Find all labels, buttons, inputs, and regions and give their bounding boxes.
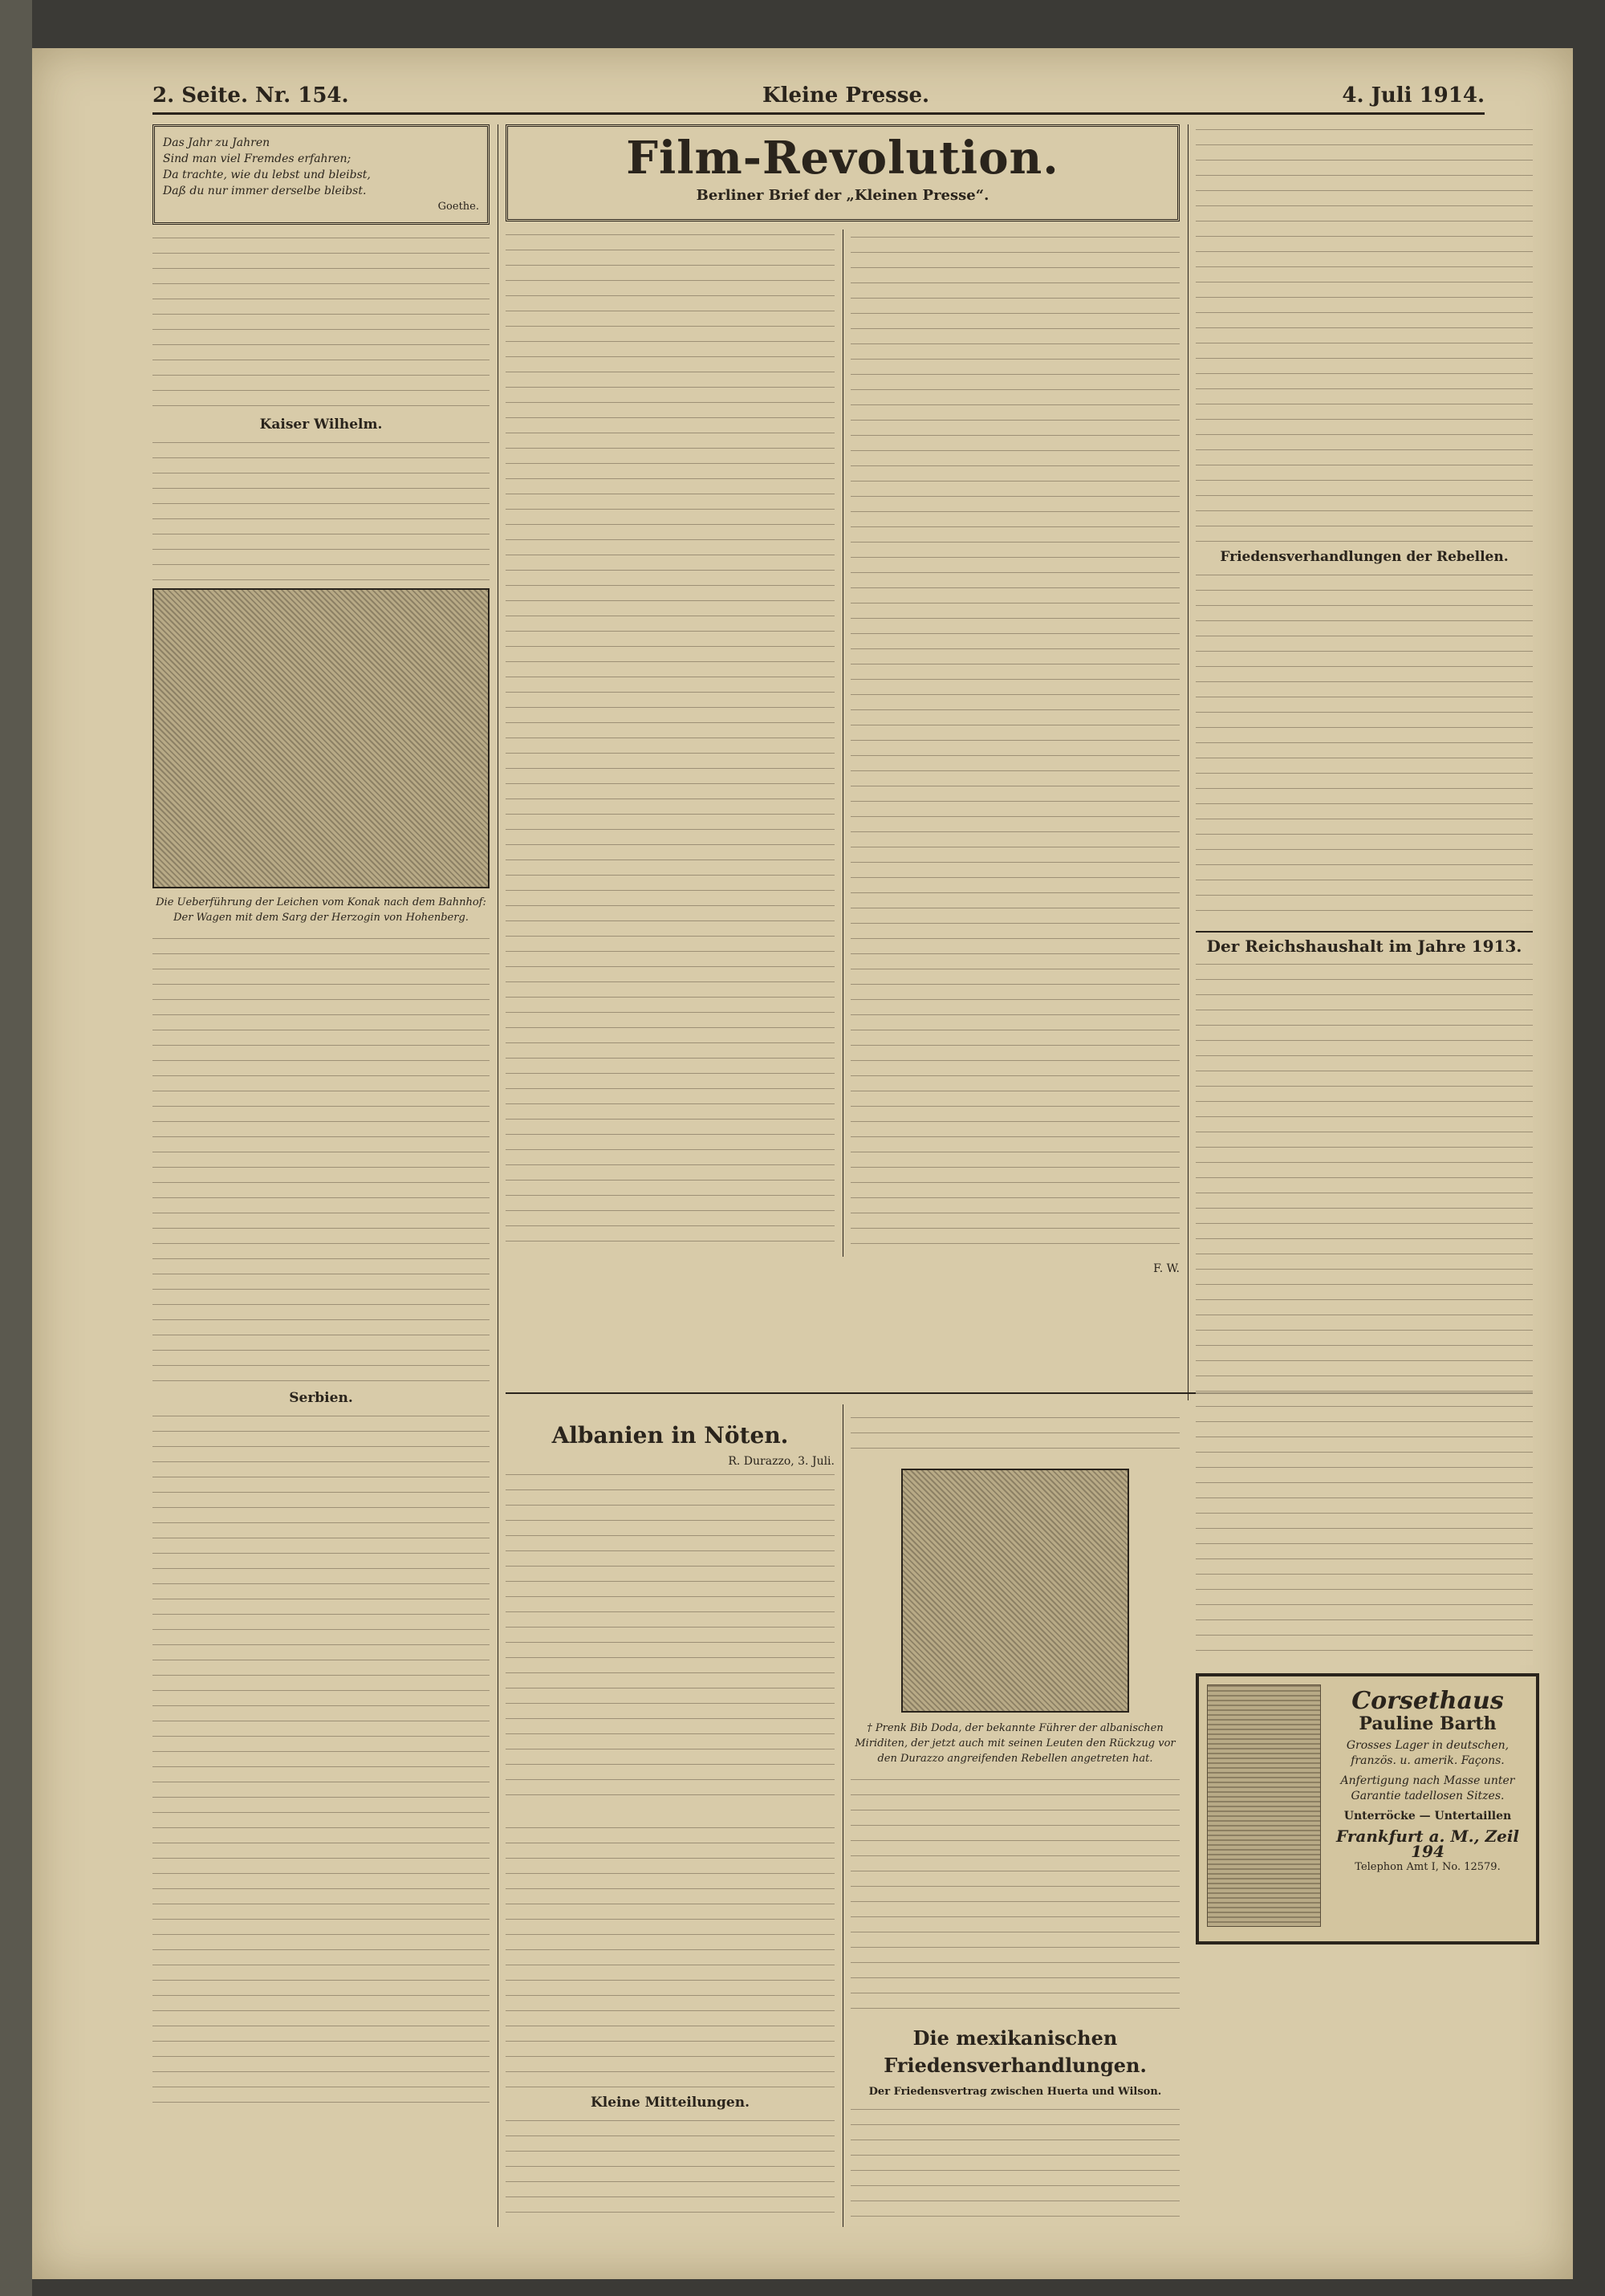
text-block — [152, 233, 490, 409]
ad-line: Grosses Lager in deutschen, französ. u. amerik. Façons. — [1346, 1739, 1510, 1767]
illustration-caption: Die Ueberführung der Leichen vom Konak nach dem Bahnhof: Der Wagen mit dem Sarg der Herzogin von Hohenberg. — [156, 896, 486, 924]
poem-line: Da trachte, wie du lebst und bleibst, — [163, 169, 371, 181]
portrait-caption: † Prenk Bib Doda, der bekannte Führer der albanischen Miriditen, der jetzt auch mit seinen Leuten den Rückzug vor den Durazzo angreifenden Rebellen angetreten hat. — [855, 1722, 1176, 1765]
text-block — [851, 1774, 1180, 2015]
page-number: 2. Seite. Nr. 154. — [152, 83, 349, 108]
text-block — [506, 1823, 835, 2087]
poem-author: Goethe. — [437, 201, 479, 213]
page-header — [152, 80, 1485, 115]
text-block — [152, 1411, 490, 2117]
portrait-illustration — [901, 1469, 1129, 1713]
issue-date: 4. Juli 1914. — [1342, 83, 1485, 108]
newspaper-page — [32, 48, 1573, 2279]
albanien-continued — [851, 1412, 1180, 2223]
page-edge — [0, 0, 32, 2296]
section-heading: Der Reichshaushalt im Jahre 1913. — [1196, 931, 1533, 954]
section-heading: Serbien. — [289, 1390, 353, 1406]
film-article — [506, 124, 1180, 1400]
text-block — [1196, 959, 1533, 1665]
text-block — [851, 1412, 1180, 1461]
misc-heading: Kleine Mitteilungen. — [590, 2095, 750, 2111]
ad-line: Unterröcke — Untertaillen — [1343, 1810, 1512, 1823]
albanien-title: Albanien in Nöten. — [551, 1422, 789, 1449]
text-block — [851, 2104, 1180, 2217]
column-4 — [1196, 124, 1533, 1665]
text-block — [506, 230, 1180, 1249]
section-heading: Friedensverhandlungen der Rebellen. — [1220, 549, 1509, 565]
text-block — [1196, 570, 1533, 923]
ad-text — [1327, 1686, 1528, 1875]
film-body — [506, 230, 1180, 1257]
ad-city: Frankfurt a. M., Zeil 194 — [1335, 1827, 1520, 1861]
paper-title: Kleine Presse. — [762, 83, 930, 108]
funeral-illustration — [152, 588, 490, 888]
film-title: Film-Revolution. — [626, 132, 1059, 185]
poem-line: Daß du nur immer derselbe bleibst. — [163, 185, 367, 197]
text-block — [1196, 124, 1533, 542]
ad-phone: Telephon Amt I, No. 12579. — [1355, 1861, 1501, 1873]
corset-advertisement — [1196, 1673, 1539, 1944]
film-title-box — [506, 124, 1180, 221]
film-signature: F. W. — [1153, 1262, 1180, 1275]
film-subtitle: Berliner Brief der „Kleinen Presse“. — [696, 187, 989, 204]
text-block — [152, 437, 490, 582]
albanien-article — [506, 1412, 835, 2223]
mexiko-subtitle: Der Friedensvertrag zwischen Huerta und Wilson. — [868, 2086, 1162, 2098]
section-heading: Kaiser Wilhelm. — [259, 417, 383, 433]
text-block — [506, 1469, 835, 1806]
column-rule — [1188, 124, 1189, 1400]
albanien-dateline: R. Durazzo, 3. Juli. — [728, 1455, 835, 1468]
ad-name: Corsethaus — [1351, 1687, 1504, 1715]
corset-illustration — [1207, 1684, 1321, 1927]
poem-line: Das Jahr zu Jahren — [163, 136, 270, 149]
text-block — [506, 2115, 835, 2223]
text-block — [152, 933, 490, 1383]
poem-box — [152, 124, 490, 225]
mexiko-title: Die mexikanischen Friedensverhandlungen. — [884, 2026, 1147, 2077]
ad-owner: Pauline Barth — [1359, 1713, 1497, 1734]
poem-line: Sind man viel Fremdes erfahren; — [163, 152, 351, 165]
column-1 — [152, 124, 490, 2227]
ad-line: Anfertigung nach Masse unter Garantie tadellosen Sitzes. — [1340, 1774, 1515, 1802]
